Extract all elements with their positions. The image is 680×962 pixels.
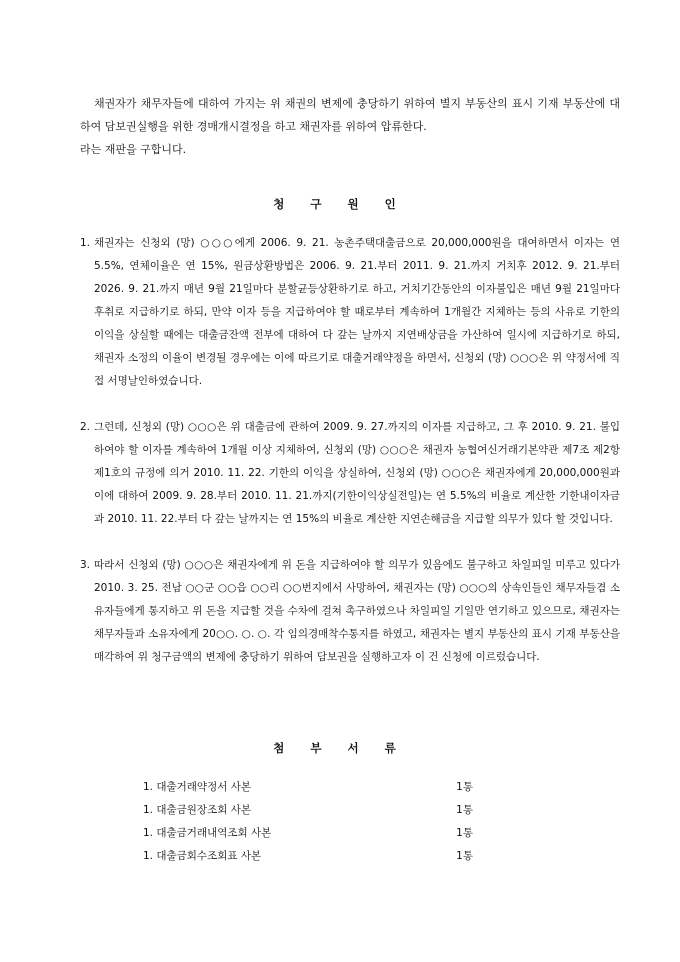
attachments-title: 첨 부 서 류 [273,741,407,755]
attachments-list [143,776,473,868]
attachment-label: 1. 대출금거래내역조회 사본 [143,827,272,839]
intro-closing: 라는 재판을 구합니다. [80,143,187,156]
attachment-item [143,845,473,868]
claim-text: 그런데, 신청외 (망) ○○○은 위 대출금에 관하여 2009. 9. 27.까지의 이자를 지급하고, 그 후 2010. 9. 21. 불입하여야 할 이자를 계속하여 1개월 이상 지체하여, 신청외 (망) ○○○은 채권자 농협여신거래기본약관 제7조 제2항 제1호의 규정에 의거 2010. 11. 22. 기한의 이익을 상실하여, 신청외 (망) ○○○은 채권자에게 20,000,000원과 이에 대하여 2009. 9. 28.부터 2010. 11. 21.까지(기한이익상실전일)는 연 5.5%의 비율로 계산한 기한내이자금과 2010. 11. 22.부터 다 갚는 날까지는 연 15%의 비율로 계산한 지연손해금을 지급할 의무가 있다 할 것입니다. [94,421,620,525]
claim-item [80,416,620,531]
claim-item [80,232,620,393]
attachment-item [143,799,473,822]
attachment-count: 1통 [456,850,473,862]
intro-block [80,92,620,161]
claims-title: 청 구 원 인 [273,197,407,211]
attachment-label: 1. 대출금원장조회 사본 [143,804,251,816]
claim-item [80,554,620,669]
attachment-label: 1. 대출금회수조회표 사본 [143,850,262,862]
attachment-count: 1통 [456,781,473,793]
claim-text: 채권자는 신청외 (망) ○○○에게 2006. 9. 21. 농촌주택대출금으로 20,000,000원을 대여하면서 이자는 연 5.5%, 연체이율은 연 15%, 원금상환방법은 2006. 9. 21.부터 2011. 9. 21.까지 거치후 2012. 9. 21.부터 2026. 9. 21.까지 매년 9월 21일마다 분할균등상환하기로 하고, 거치기간동안의 이자불입은 매년 9월 21일마다 후취로 지급하기로 하되, 만약 이자 등을 지급하여야 할 때로부터 계속하여 1개월간 지체하는 등의 사유로 기한의 이익을 상실할 때에는 대출금잔액 전부에 대하여 다 갚는 날까지 지연배상금을 가산하여 일시에 지급하기로 하되, 채권자 소정의 이율이 변경될 경우에는 이에 따르기로 대출거래약정을 하면서, 신청외 (망) ○○○은 위 약정서에 직접 서명날인하였습니다. [94,237,620,387]
claim-number: 1. [80,237,91,249]
intro-paragraph: 채권자가 채무자들에 대하여 가지는 위 채권의 변제에 충당하기 위하여 별지 부동산의 표시 기재 부동산에 대하여 담보권실행을 위한 경매개시결정을 하고 채권자를 위하여 압류한다. [80,97,620,133]
attachment-item [143,776,473,799]
attachment-count: 1통 [456,804,473,816]
claim-text: 따라서 신청외 (망) ○○○은 채권자에게 위 돈을 지급하여야 할 의무가 있음에도 불구하고 차일피일 미루고 있다가 2010. 3. 25. 전남 ○○군 ○○읍 ○○리 ○○번지에서 사망하여, 채권자는 (망) ○○○의 상속인들인 채무자들겸 소유자들에게 통지하고 위 돈을 지급할 것을 수차에 걸쳐 촉구하였으나 차일피일 기일만 연기하고 있으므로, 채권자는 채무자들과 소유자에게 20○○. ○. ○. 각 임의경매착수통지를 하였고, 채권자는 별지 부동산의 표시 기재 부동산을 매각하여 위 청구금액의 변제에 충당하기 위하여 담보권을 실행하고자 이 건 신청에 이르렀습니다. [94,559,620,663]
attachment-label: 1. 대출거래약정서 사본 [143,781,251,793]
claims-list [80,232,620,692]
claim-number: 3. [80,559,91,571]
claim-number: 2. [80,421,91,433]
attachment-item [143,822,473,845]
attachment-count: 1통 [456,827,473,839]
